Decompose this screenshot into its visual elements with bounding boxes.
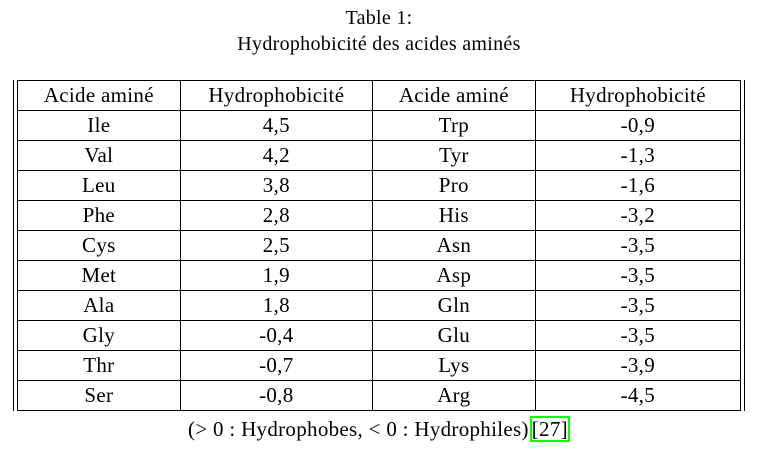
table-number: Table 1: [345,7,413,29]
header-amino-acid-right: Acide aminé [372,81,535,111]
header-hydrophobicity-right: Hydrophobicité [535,81,740,111]
hydrophobicity-cell: -0,8 [180,381,372,411]
hydrophobicity-cell: -3,5 [535,321,740,351]
amino-acid-cell: Val [18,141,181,171]
hydrophobicity-cell: 4,5 [180,111,372,141]
amino-acid-cell: Met [18,261,181,291]
hydrophobicity-cell: 3,8 [180,171,372,201]
amino-acid-cell: Cys [18,231,181,261]
hydrophobicity-cell: 1,9 [180,261,372,291]
citation-link[interactable]: [27] [531,417,568,441]
amino-acid-cell: Trp [372,111,535,141]
hydrophobicity-cell: -3,5 [535,231,740,261]
hydrophobicity-cell: -0,9 [535,111,740,141]
hydrophobicity-cell: 1,8 [180,291,372,321]
hydrophobicity-cell: -4,5 [535,381,740,411]
table-footnote [0,416,758,442]
amino-acid-cell: Ala [18,291,181,321]
table-row [18,351,741,381]
amino-acid-cell: Tyr [372,141,535,171]
amino-acid-cell: Asn [372,231,535,261]
amino-acid-cell: Gln [372,291,535,321]
table-row [18,261,741,291]
amino-acid-cell: Leu [18,171,181,201]
amino-acid-cell: Thr [18,351,181,381]
footnote-text: (> 0 : Hydrophobes, < 0 : Hydrophiles) [188,417,529,441]
hydrophobicity-cell: -3,9 [535,351,740,381]
amino-acid-cell: His [372,201,535,231]
hydrophobicity-cell: -3,5 [535,291,740,321]
table-header-row [18,81,741,111]
table-row [18,291,741,321]
header-hydrophobicity-left: Hydrophobicité [180,81,372,111]
table-row [18,381,741,411]
table-caption-block [0,0,758,57]
amino-acid-cell: Lys [372,351,535,381]
hydrophobicity-cell: -3,5 [535,261,740,291]
hydrophobicity-cell: 2,8 [180,201,372,231]
table-title: Hydrophobicité des acides aminés [237,33,521,55]
table-row [18,141,741,171]
amino-acid-cell: Asp [372,261,535,291]
table-row [18,171,741,201]
hydrophobicity-cell: -0,7 [180,351,372,381]
hydrophobicity-cell: -3,2 [535,201,740,231]
amino-acid-cell: Ser [18,381,181,411]
table-row [18,231,741,261]
amino-acid-cell: Pro [372,171,535,201]
amino-acid-cell: Phe [18,201,181,231]
amino-acid-cell: Ile [18,111,181,141]
hydrophobicity-cell: 4,2 [180,141,372,171]
amino-acid-cell: Arg [372,381,535,411]
hydrophobicity-table-wrapper [13,80,745,411]
hydrophobicity-table [17,80,741,411]
hydrophobicity-cell: -0,4 [180,321,372,351]
hydrophobicity-cell: -1,3 [535,141,740,171]
hydrophobicity-cell: -1,6 [535,171,740,201]
hydrophobicity-cell: 2,5 [180,231,372,261]
header-amino-acid-left: Acide aminé [18,81,181,111]
amino-acid-cell: Gly [18,321,181,351]
amino-acid-cell: Glu [372,321,535,351]
table-row [18,201,741,231]
table-row [18,111,741,141]
table-row [18,321,741,351]
